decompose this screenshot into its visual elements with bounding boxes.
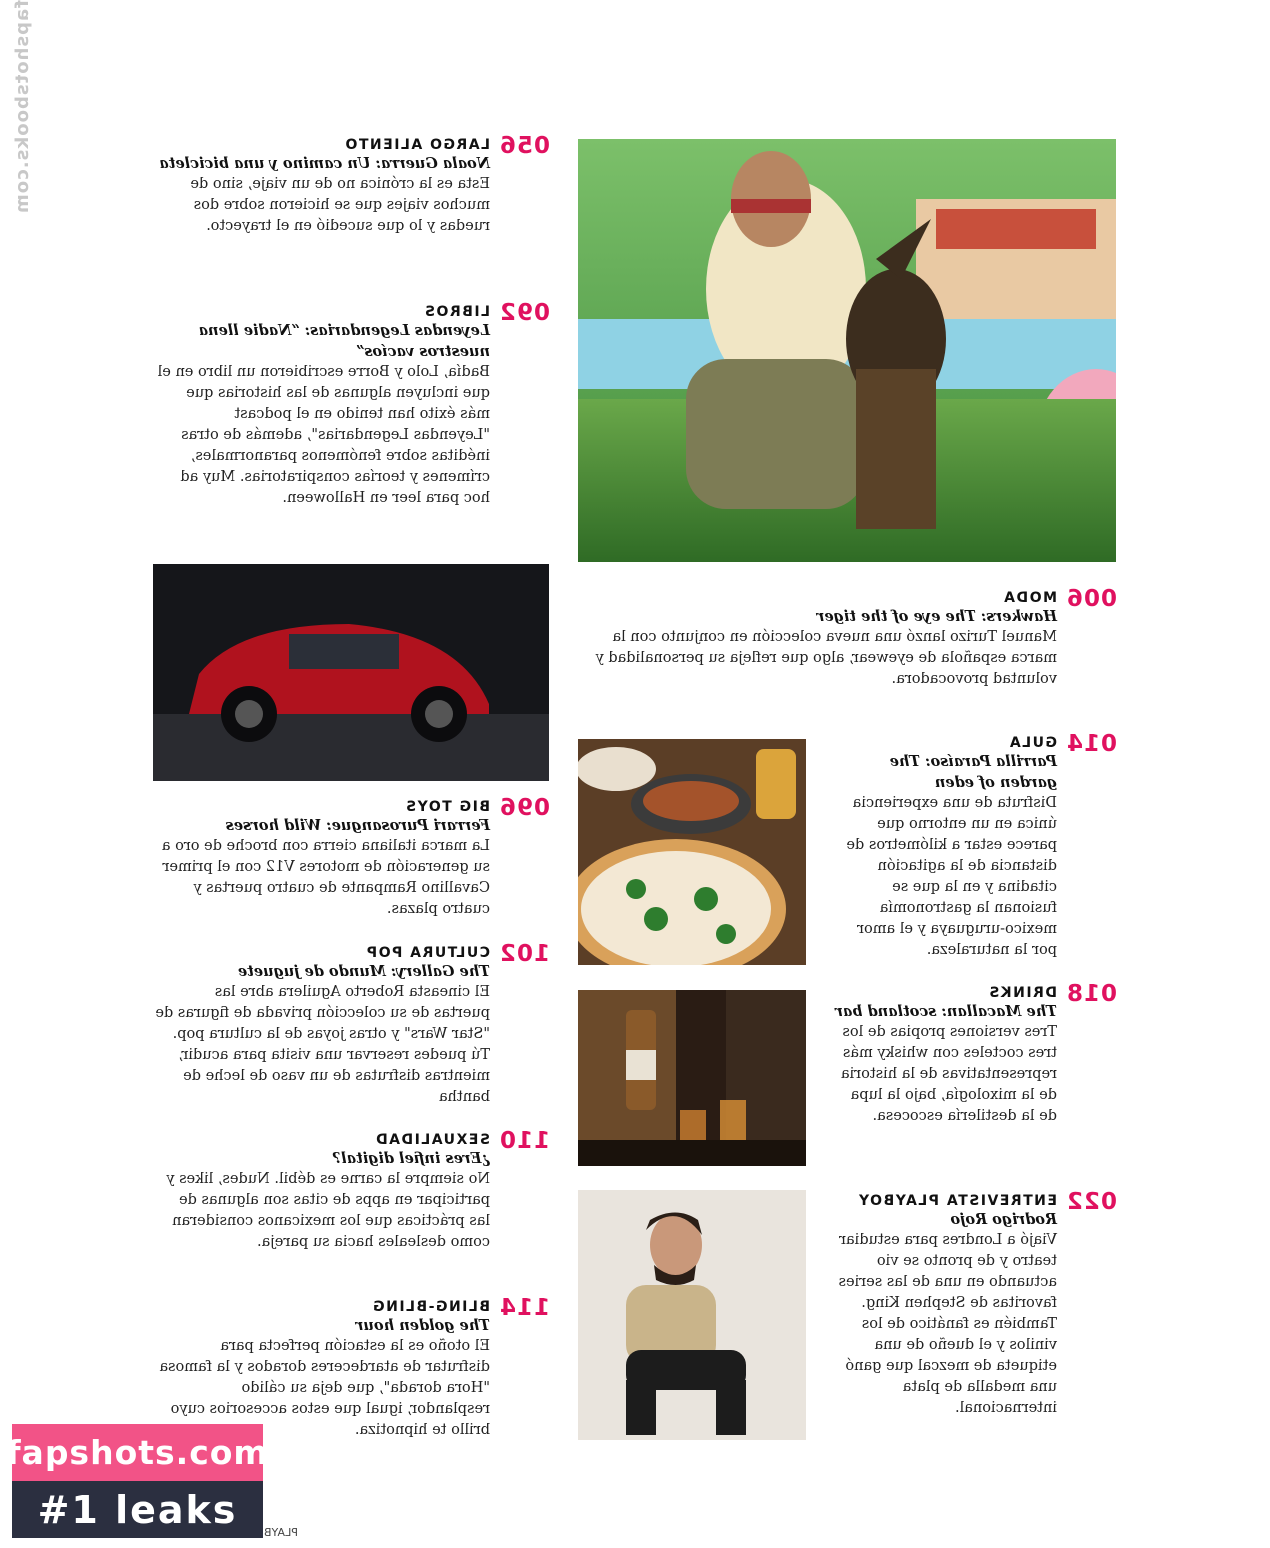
section-title: BLING-BLING [371, 1299, 490, 1315]
section-title: MODA [1002, 590, 1057, 606]
man-with-dog-photo [578, 139, 1116, 562]
entry-subtitle: Hawkers: The eye of the tiger [816, 608, 1057, 625]
toc-entry-014 [835, 731, 1117, 961]
section-title: DRINKS [987, 985, 1057, 1001]
section-title: GULA [1008, 735, 1057, 751]
section-title: LARGO ALIENTO [344, 137, 490, 153]
page-number: 114 [498, 1295, 550, 1321]
seated-man-photo [578, 1190, 806, 1440]
section-title: CULTURA POP [365, 945, 490, 961]
toc-entry-018 [835, 981, 1117, 1127]
section-title: LIBROS [423, 304, 490, 320]
page-number: 056 [498, 133, 550, 159]
entry-body: El cineasta Roberto Aguilera abre las puertas de su colección privada de figuras de "Star Wars" y otras joyas de la cultura pop. Tú puedes reservar una visita para acudir, mientras disfrutas de un vaso de leche de bantha [155, 984, 490, 1105]
section-title: BIG TOYS [404, 799, 490, 815]
watermark-banner-bottom: #1 leaks [12, 1481, 263, 1538]
folio-text: PLAYB [264, 1526, 298, 1539]
toc-entry-114 [155, 1295, 550, 1441]
page-number: 022 [1065, 1189, 1117, 1215]
page-number: 006 [1065, 586, 1117, 612]
entry-subtitle: Ferrari Purosangue: Wild horses [225, 817, 490, 834]
entry-subtitle: Parrilla Paraíso: The garden of eden [889, 753, 1057, 791]
entry-body: Viajó a Londres para estudiar teatro y de pronto se vio actuando en una de las series favoritas de Stephen King. También es fanático de los vinilos y el dueño de una etiqueta de mezcal que ganó una medalla de plata internacional. [838, 1232, 1057, 1416]
entry-body: Disfruta de una experiencia única en un entorno que parece estar a kilómetros de distancia de la agitación citadina y en la que se fusionan la gastronomía mexico-uruguaya y el amor por la naturaleza. [846, 795, 1057, 958]
entry-body: Tres versiones propias de los tres cocteles con whisky más representativas de la historia de la mixología, bajo la lupa de la destilería escocesa. [840, 1024, 1057, 1124]
page-number: 018 [1065, 981, 1117, 1007]
entry-body: Manuel Turizo lanzó una nueva colección en conjunto con la marca española de eyewear, algo que refleja su personalidad y voluntad provocadora. [595, 629, 1057, 687]
page-number: 092 [498, 300, 550, 326]
toc-entry-102 [155, 941, 550, 1108]
side-watermark: fapshotsbooks.com [12, 0, 33, 215]
food-pizza-photo [578, 739, 806, 965]
toc-entry-006 [587, 586, 1117, 690]
toc-entry-096 [155, 795, 550, 920]
page-number: 110 [498, 1128, 550, 1154]
entry-body: Esta es la crónica no de un viaje, sino de muchos viajes que se hicieron sobre dos ruedas y lo que sucedió en el trayecto. [190, 176, 490, 234]
section-title: SEXUALIDAD [374, 1132, 490, 1148]
entry-body: Badía, Lolo y Borre escribieron un libro en el que incluyen algunas de las historias que más éxito han tenido en el podcast "Leyendas Legendarias", además de otras inéditas sobre fenómenos paranormales, crímenes y teorías conspiratorias. Muy ad hoc para leer en Halloween. [157, 364, 490, 506]
page-number: 102 [498, 941, 550, 967]
section-title: ENTREVISTA PLAYBOY [857, 1193, 1057, 1209]
whisky-bar-photo [578, 990, 806, 1166]
entry-body: La marca italiana cierra con broche de oro a su generación de motores V12 con el primer Cavallino Rampante de cuatro puertas y cuatro plazas. [161, 838, 490, 917]
entry-subtitle: Noala Guerra: Un camino y una bicicleta [159, 155, 490, 172]
watermark-banner-top: fapshots.com [12, 1424, 263, 1481]
entry-subtitle: Leyendas Legendarias: “Nadie llena nuestros vacíos” [198, 322, 490, 360]
entry-body: El otoño es la estación perfecta para disfrutar de atardeceres dorados y la famosa "Hora dorada", que deja su cálido resplandor, igual que estos accesorios cuyo brillo te hipnotiza. [159, 1338, 490, 1438]
toc-entry-022 [835, 1189, 1117, 1419]
toc-entry-056 [155, 133, 550, 237]
entry-subtitle: The Gallery: Mundo de juguete [237, 963, 490, 980]
toc-entry-092 [155, 300, 550, 509]
entry-subtitle: The Macallan: scotland bar [835, 1003, 1057, 1020]
entry-body: No siempre la carne es débil. Nudes, likes y participar en apps de citas son algunas de las prácticas que los mexicanos consideran como desleales hacia su pareja. [166, 1171, 490, 1250]
entry-subtitle: ¿Eres infiel digital? [332, 1150, 490, 1167]
entry-subtitle: The golden hour [355, 1317, 490, 1334]
toc-entry-110 [155, 1128, 550, 1253]
red-suv-photo [153, 564, 549, 781]
page-number: 096 [498, 795, 550, 821]
page-number: 014 [1065, 731, 1117, 757]
entry-subtitle: Rodrigo Rojo [950, 1211, 1057, 1228]
